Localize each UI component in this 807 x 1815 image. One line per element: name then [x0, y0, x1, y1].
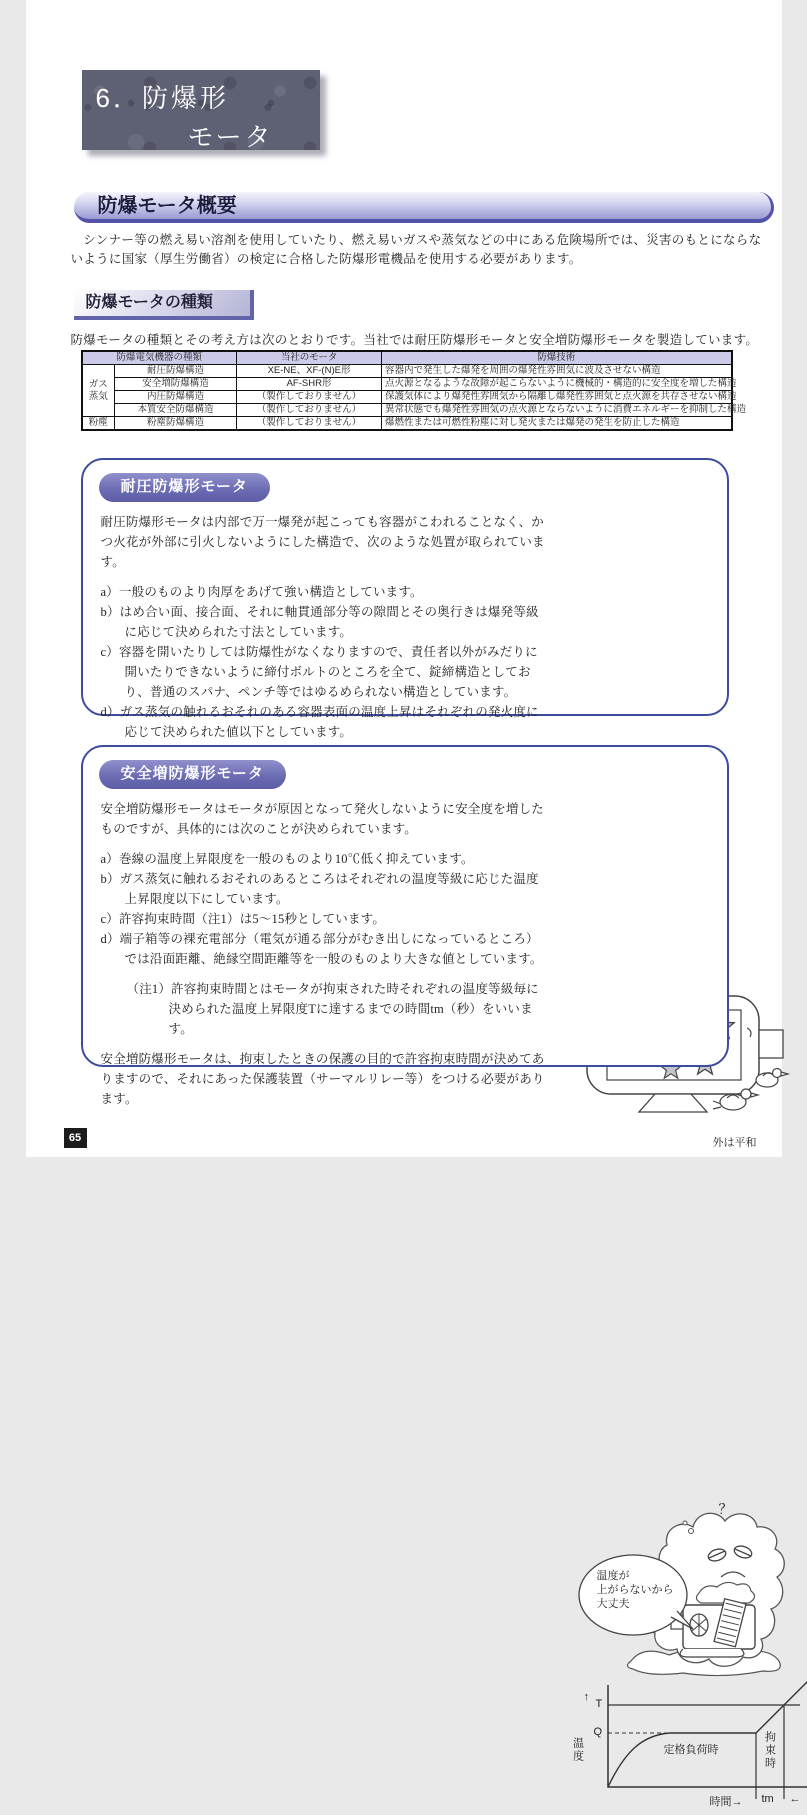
cell-structure: 本質安全防爆構造	[115, 404, 237, 417]
cell-motor: （製作しておりません）	[237, 417, 382, 431]
cell-tech: 容器内で発生した爆発を周囲の爆発性雰囲気に波及させない構造	[382, 365, 732, 378]
list-item: d）端子箱等の裸充電部分（電気が通る部分がむき出しになっているところ）では沿面距離、絶縁空間距離等を一般のものより大きな値としています。	[101, 929, 549, 969]
cell-tech: 点火源となるような故障が起こらないように機械的・構造的に安全度を増した構造	[382, 378, 732, 391]
table-row	[82, 417, 732, 431]
list-item: d）ガス蒸気の触れるおそれのある容器表面の温度上昇はそれぞれの発火度に応じて決められた値以下としています。	[101, 702, 549, 742]
speech-bubble-text	[597, 1569, 697, 1611]
gas-cloud-illustration	[571, 1497, 803, 1679]
caption-peaceful-outside: 外は平和	[713, 1134, 757, 1150]
list-item: a）巻線の温度上昇限度を一般のものより10℃低く抑えています。	[101, 849, 549, 869]
catalog-page	[26, 0, 782, 1157]
table-row	[82, 404, 732, 417]
increased-safety-intro: 安全増防爆形モータはモータが原因となって発火しないように安全度を増したものですが、具体的には次のことが決められています。	[101, 799, 549, 839]
cell-structure: 耐圧防爆構造	[115, 365, 237, 378]
question-mark-squiggle: ？	[719, 1499, 733, 1519]
flameproof-intro: 耐圧防爆形モータは内部で万一爆発が起こっても容器がこわれることなく、かつ火花が外部に引火しないようにした構造で、次のような処置が取られています。	[101, 512, 549, 572]
header-tech: 防爆技術	[382, 351, 732, 365]
chapter-title-line1: 6．防爆形	[96, 78, 320, 115]
header-motor: 当社のモータ	[237, 351, 382, 365]
list-item: a）一般のものより肉厚をあげて強い構造としています。	[101, 582, 549, 602]
cell-structure: 粉塵防爆構造	[115, 417, 237, 431]
cell-motor: （製作しておりません）	[237, 391, 382, 404]
increased-safety-motor-box	[81, 745, 729, 1067]
motor-types-table	[81, 350, 733, 431]
flameproof-label: 耐圧防爆形モータ	[99, 473, 270, 502]
footnote: （注1）許容拘束時間とはモータが拘束された時それぞれの温度等級毎に決められた温度上昇限度Tに達するまでの時間tm（秒）をいいます。	[127, 979, 549, 1039]
cell-tech: 爆燃性または可燃性粉塵に対し発火または爆発の発生を防止した構造	[382, 417, 732, 431]
list-item: c）容器を開いたりしては防爆性がなくなりますので、責任者以外がみだりに開いたりできないように締付ボルトのところを全て、錠締構造としており、普通のスパナ、ペンチ等ではゆるめられない構造としています。	[101, 642, 549, 702]
section-heading-overview: 防爆モータ概要	[74, 192, 774, 223]
tm-left-arrow: ←	[790, 1793, 801, 1805]
locked-rotor-label: 拘束時	[762, 1731, 778, 1770]
speech-line: 上がらないから	[597, 1583, 697, 1597]
table-header-row	[82, 351, 732, 365]
x-axis-label: 時間→	[710, 1793, 743, 1809]
temperature-graph	[568, 1675, 807, 1815]
cell-structure: 内圧防爆構造	[115, 391, 237, 404]
chapter-title-block	[82, 70, 320, 150]
speech-line: 温度が	[597, 1569, 697, 1583]
increased-safety-closing: 安全増防爆形モータは、拘束したときの保護の目的で許容拘束時間が決めてありますので、それにあった保護装置（サーマルリレー等）をつける必要があります。	[101, 1049, 549, 1109]
t-tick-label: T	[596, 1698, 603, 1710]
list-item: b）ガス蒸気に触れるおそれのあるところはそれぞれの温度等級に応じた温度上昇限度以下にしています。	[101, 869, 549, 909]
table-row	[82, 365, 732, 378]
cell-motor: AF-SHR形	[237, 378, 382, 391]
bird-icon	[756, 1069, 788, 1088]
table-row	[82, 378, 732, 391]
list-item: b）はめ合い面、接合面、それに軸貫通部分等の隙間とその奥行きは爆発等級に応じて決められた寸法としています。	[101, 602, 549, 642]
cell-motor: XE-NE、XF-(N)E形	[237, 365, 382, 378]
overview-body-text: シンナー等の燃え易い溶剤を使用していたり、燃え易いガスや蒸気などの中にある危険場所では、災害のもとにならないように国家（厚生労働省）の検定に合格した防爆形電機品を使用する必要があります。	[71, 231, 773, 269]
section-heading-types: 防爆モータの種類	[74, 290, 254, 320]
cell-structure: 安全増防爆構造	[115, 378, 237, 391]
group-dust: 粉塵	[82, 417, 115, 431]
types-intro-text: 防爆モータの種類とその考え方は次のとおりです。当社では耐圧防爆形モータと安全増防爆形モータを製造しています。	[71, 331, 773, 350]
chapter-title-line2: モータ	[96, 117, 320, 154]
q-tick-label: Q	[594, 1726, 603, 1738]
increased-safety-label: 安全増防爆形モータ	[99, 760, 286, 789]
rated-load-label: 定格負荷時	[664, 1741, 719, 1757]
cell-motor: （製作しておりません）	[237, 404, 382, 417]
y-axis-arrow: ↑	[584, 1691, 590, 1703]
flameproof-text	[101, 512, 549, 742]
group-gas-vapor: ガス蒸気	[82, 365, 115, 417]
list-item: c）許容拘束時間（注1）は5～15秒としています。	[101, 909, 549, 929]
y-axis-label: 温度	[570, 1737, 586, 1763]
cell-tech: 異常状態でも爆発性雰囲気の点火源とならないように消費エネルギーを抑制した構造	[382, 404, 732, 417]
tm-label: tm	[762, 1793, 774, 1805]
flameproof-motor-box	[81, 458, 729, 716]
header-kind: 防爆電気機器の種類	[82, 351, 237, 365]
cell-tech: 保護気体により爆発性雰囲気から隔離し爆発性雰囲気と点火源を共存させない構造	[382, 391, 732, 404]
page-number: 65	[64, 1128, 87, 1148]
table-row	[82, 391, 732, 404]
speech-line: 大丈夫	[597, 1597, 697, 1611]
increased-safety-text	[101, 799, 549, 1119]
